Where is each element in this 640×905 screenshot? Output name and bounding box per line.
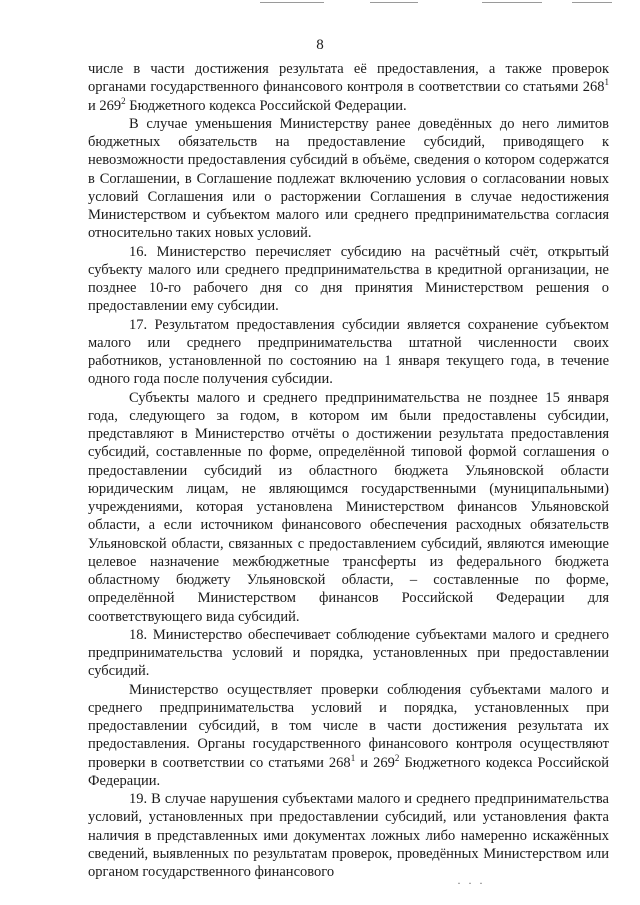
document-body (88, 60, 609, 881)
paragraph-text: и 269 (88, 97, 122, 114)
article-superscript: 1 (350, 752, 356, 763)
paragraph-text: 18. Министерство обеспечивает соблюдение субъектами малого и среднего предпринимательства условий и порядка, установленных при предоставлении субсидий. (88, 626, 609, 680)
paragraph-text: 19. В случае нарушения субъектами малого и среднего предпринимательства условий, установленных при предоставлении субсидий, или установления факта наличия в представленных ими документах ложных либо намеренно искажённых сведений, выявленных по результатам проверок, проведённых Министерством или органом государственного финансового (88, 791, 609, 880)
scan-footer-mark: · · · (457, 876, 485, 890)
article-superscript: 2 (121, 95, 126, 106)
paragraph-p-19 (88, 790, 609, 881)
paragraph-p-reduction (88, 115, 609, 243)
article-superscript: 2 (394, 752, 400, 763)
paragraph-text: Министерство осуществляет проверки соблюдения субъектами малого и среднего предпринимательства условий и порядка, установленных при предоставлении субсидий, в том числе в части достижения результата их предоставления. Органы государственного финансового контроля осуществляют проверки в соответствии со статьями 268 (88, 681, 609, 771)
page-number: 8 (316, 37, 324, 53)
paragraph-text: и 269 (355, 754, 395, 771)
scan-top-marks (200, 2, 620, 6)
paragraph-text: Бюджетного кодекса Российской Федерации. (125, 97, 407, 114)
paragraph-text: В случае уменьшения Министерству ранее доведённых до него лимитов бюджетных обязательств на предоставление субсидий, приводящего к невозможности предоставления субсидий в объёме, сведения о котором содержатся в Соглашении, в Соглашение подлежат включению условия о согласовании новых условий Соглашения или о расторжении Соглашения в случае недостижения Министерством и субъектом малого или среднего предпринимательства согласия относительно таких новых условий. (88, 115, 609, 242)
paragraph-p-continuation (88, 60, 609, 115)
paragraph-p-16 (88, 243, 609, 316)
paragraph-p-checks (88, 681, 609, 791)
paragraph-p-18 (88, 626, 609, 681)
paragraph-p-reports (88, 389, 609, 626)
paragraph-text: Бюджетного кодекса Российской Федерации. (88, 754, 609, 789)
paragraph-p-17 (88, 316, 609, 389)
article-superscript: 1 (604, 77, 609, 88)
paragraph-text: 17. Результатом предоставления субсидии является сохранение субъектом малого или среднего предпринимательства штатной численности своих работников, установленной по состоянию на 1 января текущего года, в течение одного года после получения субсидии. (88, 316, 609, 388)
paragraph-text: числе в части достижения результата её предоставления, а также проверок органами государственного финансового контроля в соответствии со статьями 268 (88, 61, 609, 96)
paragraph-text: Субъекты малого и среднего предпринимательства не позднее 15 января года, следующего за годом, в котором им были предоставлены субсидии, представляют в Министерство отчёты о достижении результата предоставления субсидий, составленные по форме, определённой типовой формой соглашения о предоставлении субсидий из областного бюджета Ульяновской области юридическим лицам, не являющимся государственными (муниципальными) учреждениями, которая установлена Министерством финансов Ульяновской области, а если источником финансового обеспечения расходных обязательств Ульяновской области, связанных с предоставлением субсидий, являются имеющие целевое назначение межбюджетные трансферты из федерального бюджета областному бюджету Ульяновской области, – составленные по форме, определённой Министерством финансов Российской Федерации для соответствующего вида субсидий. (88, 389, 609, 625)
paragraph-text: 16. Министерство перечисляет субсидию на расчётный счёт, открытый субъекту малого или среднего предпринимательства в кредитной организации, не позднее 10-го рабочего дня со дня принятия Министерством решения о предоставлении ему субсидии. (88, 243, 609, 315)
